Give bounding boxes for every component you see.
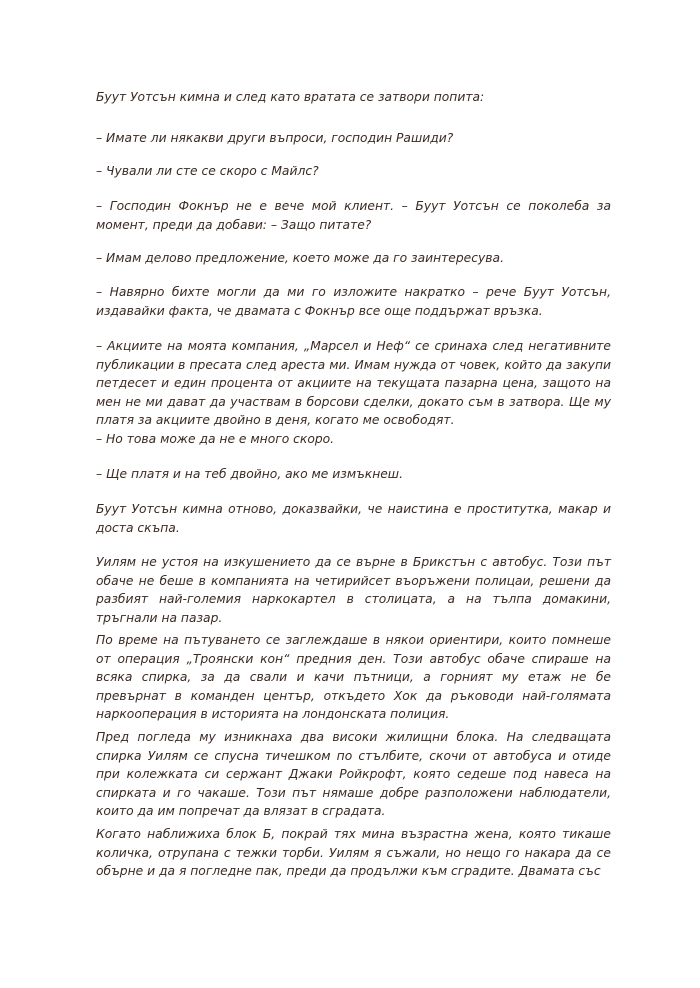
paragraph-3: – Чували ли сте се скоро с Майлс? xyxy=(96,164,319,178)
paragraph-7: – Акциите на моята компания, „Марсел и Неф“ се сринаха след негативните публикации в пресата след ареста ми. Имам нужда от човек, който да закупи петдесет и един процента от акциите на текущата пазарна цена, защото на мен не ми дават да участвам в борсови сделки, докато съм в затвора. Ще му платя за акциите двойно в деня, когато ме освободят. xyxy=(96,339,611,428)
paragraph-10: Буут Уотсън кимна отново, доказвайки, че наистина е проститутка, макар и доста скъпа. xyxy=(96,502,611,535)
paragraph-6: – Навярно бихте могли да ми го изложите накратко – рече Буут Уотсън, издавайки факта, че двамата с Фокнър все още поддържат връзка. xyxy=(96,285,611,318)
paragraph-1: Буут Уотсън кимна и след като вратата се затвори попита: xyxy=(96,90,485,104)
paragraph-4: – Господин Фокнър не е вече мой клиент. – Буут Уотсън се поколеба за момент, преди да добави: – Защо питате? xyxy=(96,199,611,232)
paragraph-2: – Имате ли някакви други въпроси, господин Рашиди? xyxy=(96,131,454,145)
paragraph-9: – Ще платя и на теб двойно, ако ме измъкнеш. xyxy=(96,467,403,481)
paragraph-11: Уилям не устоя на изкушението да се върне в Брикстън с автобус. Този път обаче не беше в компанията на четирийсет въоръжени полицаи, решени да разбият най-големия наркокартел в столицата, а на тълпа домакини, тръгнали на пазар. xyxy=(96,555,611,625)
paragraph-8: – Но това може да не е много скоро. xyxy=(96,432,335,446)
paragraph-14: Когато наближиха блок Б, покрай тях мина възрастна жена, която тикаше количка, отрупана с тежки торби. Уилям я съжали, но нещо го накара да се обърне и да я погледне пак, преди да продължи към сградите. Двамата със xyxy=(96,827,611,879)
paragraph-13: Пред погледа му изникнаха два високи жилищни блока. На следващата спирка Уилям се спусна тичешком по стълбите, скочи от автобуса и отиде при колежката си сержант Джаки Ройкрофт, която седеше под навеса на спирката и го чакаше. Този път нямаше добре разположени наблюдатели, които да им попречат да влязат в сградата. xyxy=(96,730,611,819)
paragraph-5: – Имам делово предложение, което може да го заинтересува. xyxy=(96,251,504,265)
paragraph-12: По време на пътуването се заглеждаше в някои ориентири, които помнеше от операция „Троянски кон“ предния ден. Този автобус обаче спираше на всяка спирка, за да свали и качи пътници, а горният му етаж не бе превърнат в команден център, откъдето Хок да ръководи най-голямата наркооперация в историята на лондонската полиция. xyxy=(96,633,611,722)
